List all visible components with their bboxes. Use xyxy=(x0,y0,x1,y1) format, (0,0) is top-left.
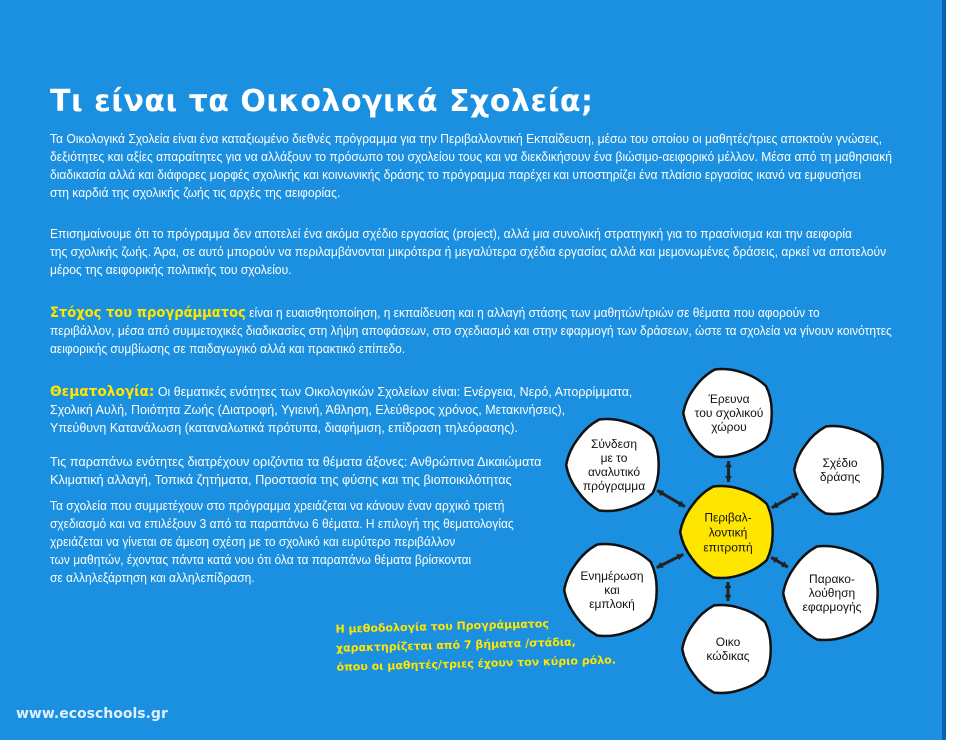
step-label-research: χώρου xyxy=(711,420,747,435)
planning-line: σε αλληλεξάρτηση και αλληλεπίδραση. xyxy=(50,570,255,585)
goal-line: αειφορικής συμβίωσης σε παιδαγωγικό αλλά και πρακτικό επίπεδο. xyxy=(50,341,406,356)
intro-line: διαδικασία αλλά και διάφορες μορφές σχολικής και κοινωνικής δράσης το πρόγραμμα παρέχει και υποστηρίζει ένα πλαίσιο εργασίας ικανό να εμφυσήσει xyxy=(50,167,862,182)
step-label-curriculum: αναλυτικό xyxy=(587,465,641,480)
intro-line: δεξιότητες και αξίες απαραίτητες για να αλλάξουν το πρόσωπο του σχολείου τους και να διεκδικήσουν ένα βιώσιμο-αειφορικό μέλλον. Μέσα από τη μαθησιακή xyxy=(50,149,892,164)
cross-line: Τις παραπάνω ενότητες διατρέχουν οριζόντια τα θέματα άξονες: Ανθρώπινα Δικαιώματα xyxy=(50,454,542,469)
intro-line: στη καρδιά της σχολικής ζωής τις αρχές της αειφορίας. xyxy=(50,185,341,200)
step-label-curriculum: με το xyxy=(600,451,628,466)
step-label-monitoring: λούθηση xyxy=(808,586,856,601)
step-label-action-plan: δράσης xyxy=(819,470,861,485)
connector-arrow xyxy=(657,554,684,568)
step-label-information: και xyxy=(604,583,620,598)
goal-line: περιβάλλον, μέσα από συμμετοχικές διαδικασίες στη λήψη αποφάσεων, στο σχεδιασμό και στην εφαρμογή των δράσεων, ώστε τα σχολεία να γίνουν κοινότητες xyxy=(50,323,892,338)
center-label: λοντική xyxy=(708,525,748,540)
arrowhead xyxy=(725,582,732,588)
intro-line: Τα Οικολογικά Σχολεία είναι ένα καταξιωμένο διεθνές πρόγραμμα για την Περιβαλλοντική Εκπαίδευση, μέσω του οποίου οι μαθητές/τριες αποκτούν γνώσεις, xyxy=(50,131,883,146)
step-label-eco-code: Οικο xyxy=(715,635,741,650)
step-label-research: Έρευνα xyxy=(708,392,750,407)
step-label-curriculum: πρόγραμμα xyxy=(582,479,646,494)
goal-text: είναι η ευαισθητοποίηση, η εκπαίδευση και η αλλαγή στάσης των μαθητών/τριών σε θέματα που αφορούν το xyxy=(245,305,820,320)
methodology-line: χαρακτηρίζεται από 7 βήματα /στάδια, xyxy=(335,635,576,655)
themes-line: Σχολική Αυλή, Ποιότητα Ζωής (Διατροφή, Υγιεινή, Άθληση, Ελεύθερος χρόνος, Μετακινήσεις), xyxy=(50,402,566,417)
step-label-curriculum: Σύνδεση xyxy=(590,437,638,452)
arrowhead xyxy=(725,595,732,601)
step-label-action-plan: Σχέδιο xyxy=(822,456,858,471)
connector-arrow xyxy=(772,493,798,508)
arrowhead xyxy=(725,476,732,482)
arrowhead xyxy=(725,461,732,467)
themes-line: Υπεύθυνη Κατανάλωση (καταναλωτικά πρότυπα, διαφήμιση, επίδραση τηλεόρασης). xyxy=(50,420,518,435)
connector-arrow xyxy=(725,461,732,482)
planning-line: σχεδιασμό και να επιλέξουν 3 από τα παραπάνω 6 θέματα. Η επιλογή της θεματολογίας xyxy=(50,516,514,531)
methodology-line: Η μεθοδολογία του Προγράμματος xyxy=(335,617,550,636)
diagram-nodes xyxy=(564,369,883,693)
connector-arrow xyxy=(725,582,732,601)
themes-heading: Θεματολογία: xyxy=(50,384,155,400)
step-label-eco-code: κώδικας xyxy=(706,649,750,664)
emphasis-line: της σχολικής ζωής. Άρα, σε αυτό μπορούν να περιλαμβάνονται μικρότερα ή μεγαλύτερα σχέδια εργασίας αλλά και μεμονωμένες δράσεις, αρκεί να αποτελούν xyxy=(50,244,887,259)
methodology-line: όπου οι μαθητές/τριες έχουν τον κύριο ρόλο. xyxy=(336,653,617,674)
step-label-monitoring: Παρακο- xyxy=(809,572,855,587)
cross-line: Κλιματική αλλαγή, Τοπικά ζητήματα, Προστασία της φύσης και της βιοποικιλότητας xyxy=(50,472,512,487)
goal-heading: Στόχος του προγράμματος xyxy=(50,305,246,321)
planning-line: χρειάζεται να γίνεται σε άμεση σχέση με το σχολικό και ευρύτερο περιβάλλον xyxy=(50,534,456,549)
planning-line: των μαθητών, έχοντας πάντα κατά νου ότι όλα τα παραπάνω θέματα βρίσκονται xyxy=(50,552,472,567)
emphasis-line: μέρος της αειφορικής πολιτικής του σχολείου. xyxy=(50,262,292,277)
step-label-information: Ενημέρωση xyxy=(580,569,644,584)
center-label: επιτροπή xyxy=(703,540,753,555)
emphasis-line: Επισημαίνουμε ότι το πρόγραμμα δεν αποτελεί ένα ακόμα σχέδιο εργασίας (project), αλλά μια συνολική στρατηγική για το πρασίνισμα και την αειφορία xyxy=(50,226,853,241)
step-label-research: του σχολικού xyxy=(694,406,764,421)
connector-arrow xyxy=(657,490,685,506)
connector-arrow xyxy=(771,557,788,567)
website-url: www.ecoschools.gr xyxy=(16,706,168,722)
step-label-monitoring: εφαρμογής xyxy=(802,600,862,615)
center-label: Περιβαλ- xyxy=(704,510,752,525)
step-label-information: εμπλοκή xyxy=(589,597,635,612)
themes-text: Οι θεματικές ενότητες των Οικολογικών Σχολείων είναι: Ενέργεια, Νερό, Απορρίμματα, xyxy=(154,384,633,399)
planning-line: Τα σχολεία που συμμετέχουν στο πρόγραμμα χρειάζεται να κάνουν έναν αρχικό τριετή xyxy=(50,498,505,513)
page-title: Τι είναι τα Οικολογικά Σχολεία; xyxy=(50,84,594,119)
